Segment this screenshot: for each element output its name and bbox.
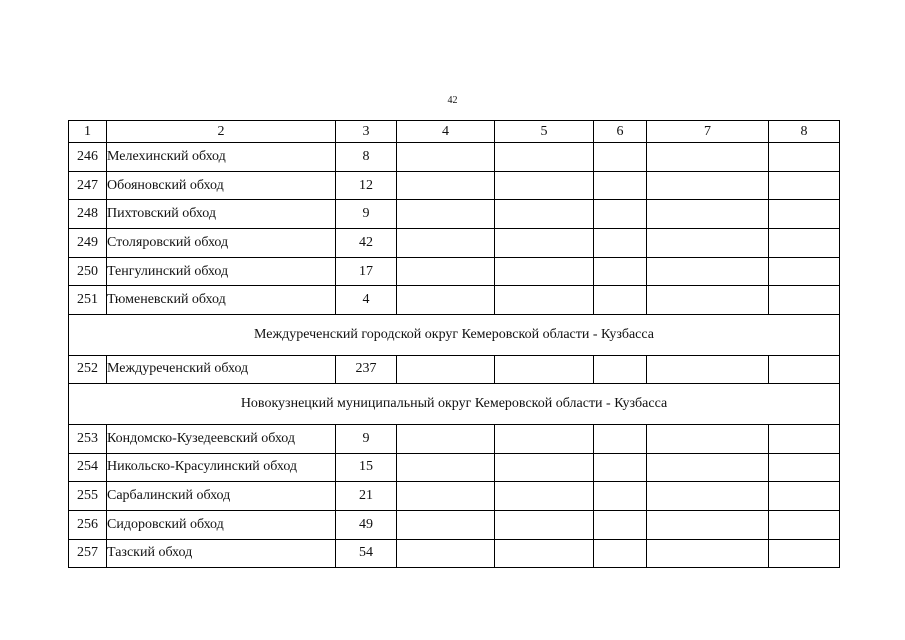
empty-cell-col-6: [594, 257, 647, 286]
empty-cell-col-7: [647, 200, 769, 229]
empty-cell-col-8: [769, 510, 840, 539]
row-number-cell: 249: [69, 229, 107, 258]
row-number-cell: 255: [69, 482, 107, 511]
empty-cell-col-5: [495, 510, 594, 539]
empty-cell-col-5: [495, 482, 594, 511]
table-row: [69, 424, 840, 453]
empty-cell-col-4: [397, 143, 495, 172]
table-row: [69, 510, 840, 539]
table-row: [69, 539, 840, 568]
empty-cell-col-6: [594, 286, 647, 315]
empty-cell-col-7: [647, 482, 769, 511]
empty-cell-col-8: [769, 171, 840, 200]
forest-districts-table: [68, 120, 840, 568]
value-cell: 49: [336, 510, 397, 539]
empty-cell-col-8: [769, 200, 840, 229]
column-header-3: 3: [336, 121, 397, 143]
empty-cell-col-8: [769, 453, 840, 482]
empty-cell-col-8: [769, 424, 840, 453]
empty-cell-col-4: [397, 453, 495, 482]
empty-cell-col-8: [769, 229, 840, 258]
column-header-5: 5: [495, 121, 594, 143]
row-number-cell: 254: [69, 453, 107, 482]
group-title: Междуреченский городской округ Кемеровской области - Кузбасса: [69, 315, 840, 356]
table-body: [69, 121, 840, 568]
empty-cell-col-5: [495, 171, 594, 200]
empty-cell-col-4: [397, 482, 495, 511]
empty-cell-col-8: [769, 286, 840, 315]
value-cell: 4: [336, 286, 397, 315]
empty-cell-col-5: [495, 355, 594, 384]
empty-cell-col-7: [647, 257, 769, 286]
empty-cell-col-5: [495, 143, 594, 172]
value-cell: 237: [336, 355, 397, 384]
row-number-cell: 256: [69, 510, 107, 539]
empty-cell-col-6: [594, 539, 647, 568]
district-name-cell: Междуреченский обход: [107, 355, 336, 384]
row-number-cell: 248: [69, 200, 107, 229]
column-header-8: 8: [769, 121, 840, 143]
empty-cell-col-4: [397, 229, 495, 258]
district-name-cell: Сарбалинский обход: [107, 482, 336, 511]
empty-cell-col-5: [495, 453, 594, 482]
empty-cell-col-7: [647, 355, 769, 384]
group-header-row: [69, 315, 840, 356]
row-number-cell: 257: [69, 539, 107, 568]
empty-cell-col-4: [397, 355, 495, 384]
empty-cell-col-7: [647, 171, 769, 200]
group-header-row: [69, 384, 840, 425]
row-number-cell: 246: [69, 143, 107, 172]
empty-cell-col-4: [397, 200, 495, 229]
empty-cell-col-4: [397, 257, 495, 286]
empty-cell-col-6: [594, 171, 647, 200]
empty-cell-col-6: [594, 143, 647, 172]
row-number-cell: 250: [69, 257, 107, 286]
empty-cell-col-6: [594, 355, 647, 384]
column-header-6: 6: [594, 121, 647, 143]
district-name-cell: Кондомско-Кузедеевский обход: [107, 424, 336, 453]
value-cell: 8: [336, 143, 397, 172]
table-row: [69, 143, 840, 172]
empty-cell-col-6: [594, 510, 647, 539]
district-name-cell: Тазский обход: [107, 539, 336, 568]
district-name-cell: Столяровский обход: [107, 229, 336, 258]
empty-cell-col-5: [495, 424, 594, 453]
district-name-cell: Тюменевский обход: [107, 286, 336, 315]
table-row: [69, 286, 840, 315]
row-number-cell: 251: [69, 286, 107, 315]
value-cell: 12: [336, 171, 397, 200]
row-number-cell: 253: [69, 424, 107, 453]
empty-cell-col-5: [495, 229, 594, 258]
table-row: [69, 453, 840, 482]
empty-cell-col-4: [397, 286, 495, 315]
empty-cell-col-5: [495, 286, 594, 315]
empty-cell-col-5: [495, 200, 594, 229]
empty-cell-col-7: [647, 229, 769, 258]
district-name-cell: Сидоровский обход: [107, 510, 336, 539]
row-number-cell: 247: [69, 171, 107, 200]
district-name-cell: Мелехинский обход: [107, 143, 336, 172]
column-header-4: 4: [397, 121, 495, 143]
empty-cell-col-8: [769, 257, 840, 286]
empty-cell-col-7: [647, 539, 769, 568]
empty-cell-col-8: [769, 539, 840, 568]
empty-cell-col-7: [647, 510, 769, 539]
table-row: [69, 482, 840, 511]
district-name-cell: Пихтовский обход: [107, 200, 336, 229]
value-cell: 9: [336, 200, 397, 229]
empty-cell-col-6: [594, 229, 647, 258]
column-number-row: [69, 121, 840, 143]
table-row: [69, 200, 840, 229]
value-cell: 21: [336, 482, 397, 511]
district-name-cell: Тенгулинский обход: [107, 257, 336, 286]
empty-cell-col-7: [647, 424, 769, 453]
empty-cell-col-8: [769, 143, 840, 172]
empty-cell-col-7: [647, 143, 769, 172]
table-row: [69, 257, 840, 286]
empty-cell-col-8: [769, 482, 840, 511]
column-header-2: 2: [107, 121, 336, 143]
value-cell: 54: [336, 539, 397, 568]
table-row: [69, 171, 840, 200]
value-cell: 42: [336, 229, 397, 258]
empty-cell-col-5: [495, 257, 594, 286]
empty-cell-col-5: [495, 539, 594, 568]
empty-cell-col-4: [397, 171, 495, 200]
column-header-7: 7: [647, 121, 769, 143]
district-name-cell: Обояновский обход: [107, 171, 336, 200]
empty-cell-col-6: [594, 453, 647, 482]
column-header-1: 1: [69, 121, 107, 143]
table-row: [69, 229, 840, 258]
page-number: 42: [447, 95, 458, 106]
value-cell: 9: [336, 424, 397, 453]
group-title: Новокузнецкий муниципальный округ Кемеровской области - Кузбасса: [69, 384, 840, 425]
row-number-cell: 252: [69, 355, 107, 384]
value-cell: 15: [336, 453, 397, 482]
empty-cell-col-7: [647, 453, 769, 482]
empty-cell-col-6: [594, 200, 647, 229]
table-row: [69, 355, 840, 384]
district-name-cell: Никольско-Красулинский обход: [107, 453, 336, 482]
empty-cell-col-6: [594, 482, 647, 511]
value-cell: 17: [336, 257, 397, 286]
empty-cell-col-4: [397, 510, 495, 539]
empty-cell-col-8: [769, 355, 840, 384]
empty-cell-col-7: [647, 286, 769, 315]
empty-cell-col-4: [397, 539, 495, 568]
empty-cell-col-4: [397, 424, 495, 453]
empty-cell-col-6: [594, 424, 647, 453]
